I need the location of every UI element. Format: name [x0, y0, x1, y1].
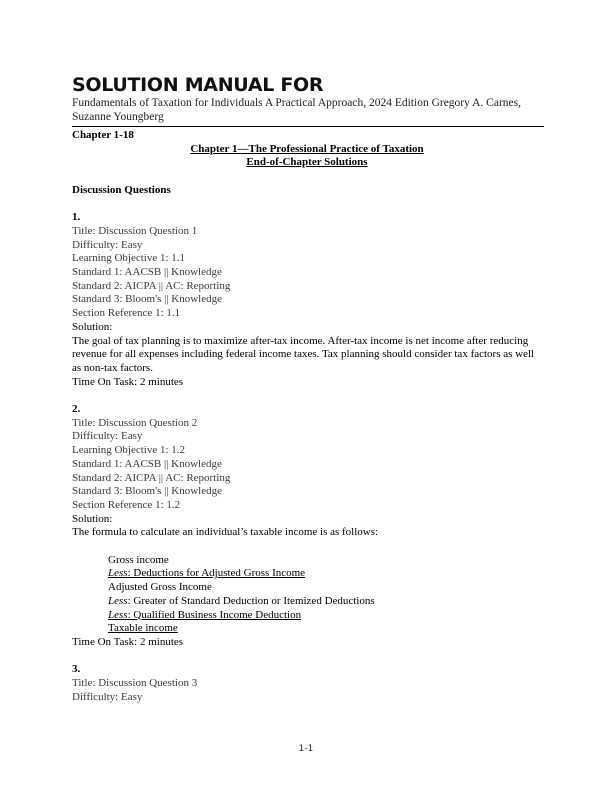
document-header-subtitle: Fundamentals of Taxation for Individuals A Practical Approach, 2024 Edition Gregory A. Carnes, Suzanne Youngberg: [72, 97, 521, 123]
question-block-3: [72, 663, 542, 704]
section-heading: Discussion Questions: [72, 183, 171, 196]
time-on-task: Time On Task: 2 minutes: [72, 375, 184, 388]
question-standard-2: Standard 2: AICPA || AC: Reporting: [72, 471, 231, 484]
question-standard-1: Standard 1: AACSB || Knowledge: [72, 457, 222, 470]
formula-line-deductions-agi: [108, 567, 542, 581]
question-standard-1: Standard 1: AACSB || Knowledge: [72, 266, 222, 278]
formula-line-standard-itemized: [108, 595, 542, 609]
page-number: 1-1: [298, 744, 314, 754]
formula-line-gross-income: Gross income: [108, 553, 169, 566]
question-standard-2: Standard 2: AICPA || AC: Reporting: [72, 279, 231, 292]
document-header-title: SOLUTION MANUAL FOR: [72, 74, 324, 96]
formula-line-qbi-deduction: [108, 609, 542, 623]
question-standard-3: Standard 3: Bloom's || Knowledge: [72, 485, 222, 498]
question-learning-objective: Learning Objective 1: 1.1: [72, 252, 186, 265]
question-section-reference: Section Reference 1: 1.1: [72, 307, 181, 320]
formula-less-label: Less: [108, 567, 128, 580]
question-learning-objective: Learning Objective 1: 1.2: [72, 444, 186, 457]
taxable-income-formula: [72, 554, 542, 636]
question-difficulty: Difficulty: Easy: [72, 690, 143, 703]
question-section-reference: Section Reference 1: 1.2: [72, 498, 181, 511]
formula-line-agi: Adjusted Gross Income: [108, 581, 212, 594]
header-rule: [72, 126, 544, 127]
question-block-1: [72, 211, 542, 389]
solution-text: The goal of tax planning is to maximize after-tax income. After-tax income is net income after reducing revenue for all expenses including federal income taxes. Tax planning should consider tax factors as well as non-tax factors.: [72, 334, 535, 374]
question-block-2: [72, 403, 542, 650]
page-content: [72, 74, 542, 704]
formula-line-text: : Deductions for Adjusted Gross Income: [127, 567, 306, 580]
question-number: 2.: [72, 403, 81, 416]
question-title: Title: Discussion Question 3: [72, 677, 198, 690]
question-title: Title: Discussion Question 2: [72, 416, 198, 429]
chapter-subtitle: End-of-Chapter Solutions: [246, 156, 368, 169]
question-title: Title: Discussion Question 1: [72, 224, 198, 237]
question-difficulty: Difficulty: Easy: [72, 238, 143, 251]
chapter-range: Chapter 1-18: [72, 129, 134, 141]
solution-label: Solution:: [72, 512, 113, 525]
question-number: 1.: [72, 211, 81, 224]
solution-text: The formula to calculate an individual’s taxable income is as follows:: [72, 526, 379, 539]
question-difficulty: Difficulty: Easy: [72, 430, 143, 443]
question-standard-3: Standard 3: Bloom's || Knowledge: [72, 293, 222, 306]
formula-less-label: Less: [108, 594, 128, 607]
formula-line-text: : Qualified Business Income Deduction: [127, 608, 302, 621]
solution-label: Solution:: [72, 320, 113, 333]
question-number: 3.: [72, 663, 81, 676]
chapter-title: Chapter 1—The Professional Practice of Taxation: [190, 142, 424, 155]
formula-less-label: Less: [108, 608, 128, 621]
formula-line-taxable-income: Taxable income: [108, 622, 178, 635]
formula-line-text: : Greater of Standard Deduction or Itemized Deductions: [127, 594, 375, 607]
time-on-task: Time On Task: 2 minutes: [72, 635, 184, 648]
